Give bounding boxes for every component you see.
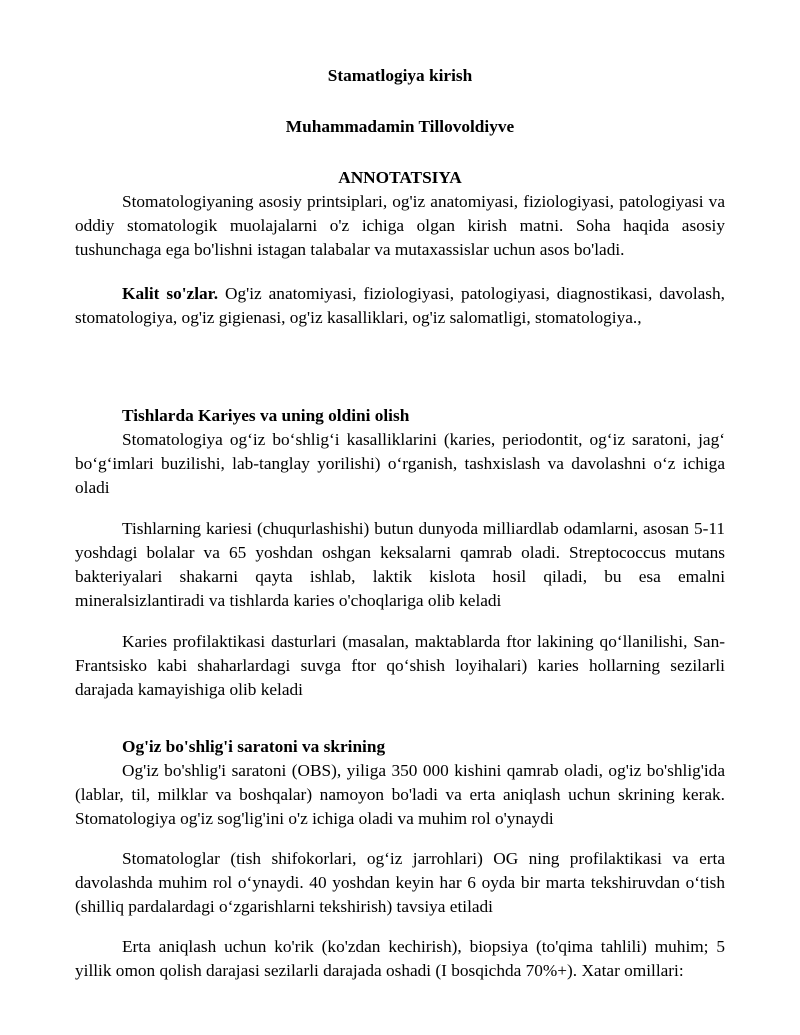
section-heading-caries: Tishlarda Kariyes va uning oldini olish [122, 406, 410, 425]
section2-paragraph-2: Stomatologlar (tish shifokorlari, og‘iz jarrohlari) OG ning profilaktikasi va erta davolashda muhim rol o‘ynaydi. 40 yoshdan keyin har 6 oyda bir marta tekshiruvdan o‘tish (shilliq pardalardagi o‘zgarishlarni tekshirish) tavsiya etiladi [75, 849, 725, 916]
section-heading-oral-cancer: Og'iz bo'shlig'i saratoni va skrining [122, 737, 386, 756]
document-title: Stamatlogiya kirish [327, 66, 473, 85]
section1-paragraph-2: Tishlarning kariesi (chuqurlashishi) butun dunyoda milliardlab odamlarni, asosan 5-11 yoshdagi bolalar va 65 yoshdan oshgan keksalarni qamrab oladi. Streptococcus mutans bakteriyalari shakarni qayta ishlab, laktik kislota hosil qiladi, bu esa emalni mineralsizlantiradi va tishlarda karies o'choqlariga olib keladi [75, 519, 725, 610]
section2-paragraph-3: Erta aniqlash uchun ko'rik (ko'zdan kechirish), biopsiya (to'qima tahlili) muhim; 5 yillik omon qolish darajasi sezilarli darajada oshadi (I bosqichda 70%+). Xatar omillari: [75, 937, 725, 980]
document-author: Muhammadamin Tillovoldiyve [285, 117, 515, 136]
section1-paragraph-1: Stomatologiya og‘iz bo‘shlig‘i kasalliklarini (karies, periodontit, og‘iz saratoni, jag‘ bo‘g‘imlari buzilishi, lab-tanglay yorilishi) o‘rganish, tashxislash va davolashni o‘z ichiga oladi [75, 430, 725, 497]
keywords-paragraph [75, 282, 725, 330]
annotation-text: Stomatologiyaning asosiy printsiplari, og'iz anatomiyasi, fiziologiyasi, patologiyasi va oddiy stomatologik muolajalarni o'z ichiga olgan kirish matni. Soha haqida asosiy tushunchaga ega bo'lishni istagan talabalar va mutaxassislar uchun asos bo'ladi. [75, 192, 725, 259]
section1-paragraph-3: Karies profilaktikasi dasturlari (masalan, maktablarda ftor lakining qo‘llanilishi, San-Frantsisko kabi shaharlardagi suvga ftor qo‘shish loyihalari) karies hollarning sezilarli darajada kamayishiga olib keladi [75, 632, 725, 699]
section2-paragraph-1: Og'iz bo'shlig'i saratoni (OBS), yiliga 350 000 kishini qamrab oladi, og'iz bo'shlig'ida (lablar, til, milklar va boshqalar) namoyon bo'ladi va erta aniqlash uchun skrining kerak. Stomatologiya og'iz sog'lig'ini o'z ichiga oladi va muhim rol o'ynaydi [75, 761, 725, 828]
annotation-heading: ANNOTATSIYA [338, 168, 462, 187]
keywords-label: Kalit so'zlar. [122, 284, 219, 303]
keywords-text: Og'iz anatomiyasi, fiziologiyasi, patologiyasi, diagnostikasi, davolash, stomatologiya, og'iz gigienasi, og'iz kasalliklari, og'iz salomatligi, stomatologiya., [75, 284, 725, 327]
